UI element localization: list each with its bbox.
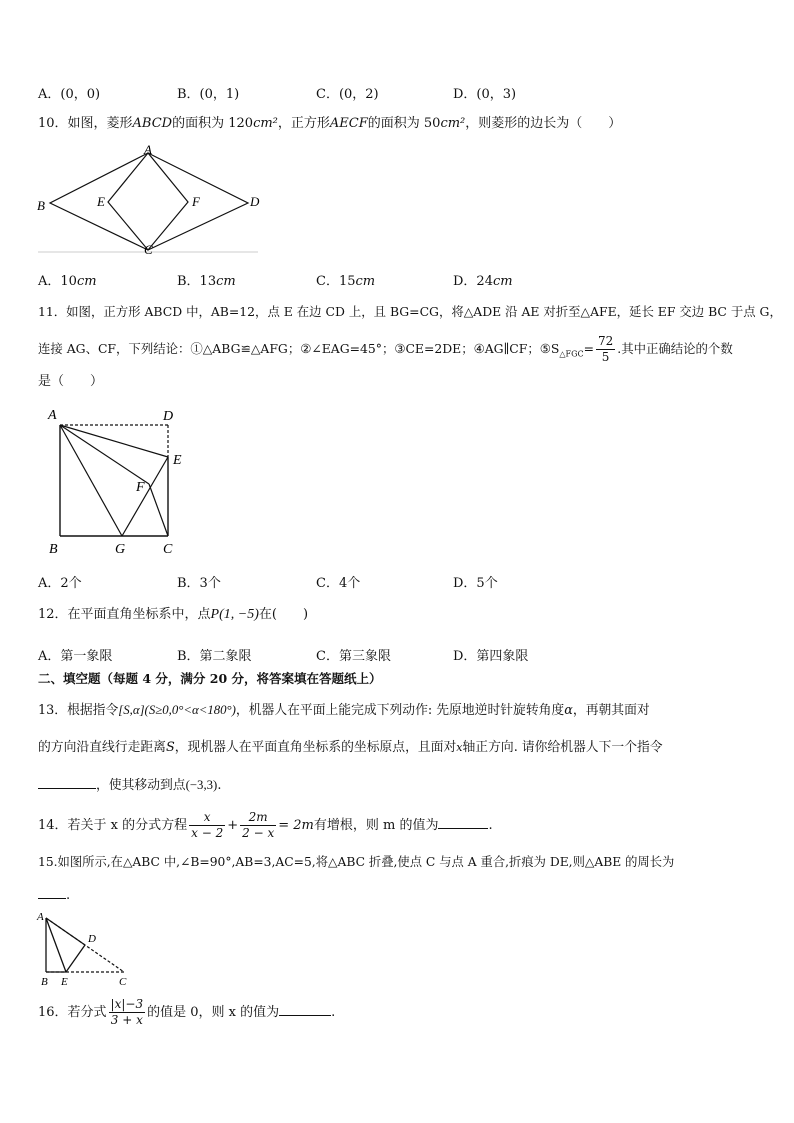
answer-blank[interactable] — [279, 1001, 331, 1016]
q10-option-b[interactable] — [177, 270, 236, 289]
label-f: F — [192, 194, 200, 209]
q12-option-d[interactable]: D．第四象限 — [453, 649, 529, 664]
q9-option-c[interactable]: C．(0，2) — [316, 87, 379, 102]
q16-text: 的值是 0，则 x 的值为 — [147, 1005, 280, 1020]
q14-eq: = 2m — [278, 818, 314, 833]
label-f: F — [136, 480, 145, 495]
q10-stem — [38, 114, 621, 134]
label-e: E — [61, 976, 68, 988]
q10-text: 的面积为 120 — [172, 116, 254, 131]
q10-abcd: ABCD — [132, 116, 173, 131]
fraction-numerator: x — [189, 810, 225, 826]
fraction-denominator: 2 − x — [242, 826, 275, 840]
q14-plus: + — [227, 818, 239, 833]
q15-line1: 15.如图所示,在△ABC 中,∠B=90°,AB=3,AC=5,将△ABC 折叠,使点 C 与点 A 重合,折痕为 DE,则△ABE 的周长为 — [38, 855, 675, 869]
q11-fraction — [596, 334, 615, 365]
option-unit: cm — [76, 274, 97, 289]
q10-rhombus-figure — [34, 144, 264, 256]
q16-text: 16．若分式 — [38, 1005, 107, 1020]
q15-triangle-figure — [36, 908, 136, 990]
q15-text: . — [66, 888, 71, 903]
option-text: C．15 — [316, 274, 356, 289]
q10-text: ，正方形 — [277, 116, 330, 131]
q12-text: 在( ) — [258, 607, 309, 622]
fraction-numerator: 2m — [240, 810, 276, 826]
q14-fraction-1 — [189, 810, 225, 841]
label-a: A — [48, 408, 57, 423]
label-b: B — [49, 542, 58, 557]
q16-fraction — [109, 997, 146, 1028]
q15-line2 — [38, 884, 70, 906]
q11-option-c[interactable]: C．4个 — [316, 576, 361, 591]
q12-option-a[interactable]: A．第一象限 — [38, 649, 113, 664]
q13-command: [S,α](S≥0,0°<α<180°) — [118, 703, 236, 717]
q12-text: 12．在平面直角坐标系中，点 — [38, 607, 211, 622]
answer-blank[interactable] — [438, 814, 488, 829]
q11-option-a[interactable]: A．2个 — [38, 576, 82, 591]
q13-text: 13．根据指令 — [38, 703, 119, 718]
q10-text: ，则菱形的边长为（ ） — [465, 116, 622, 131]
q13-text: 的方向沿直线行走距离 — [38, 740, 166, 755]
q11-line3: 是（ ） — [38, 374, 104, 389]
fraction-denominator: x − 2 — [191, 826, 224, 840]
q11-text: 连接 AG、CF，下列结论：①△ABG≌△AFG；②∠EAG=45°；③CE=2DE；④AG∥CF；⑤S — [38, 341, 560, 356]
q13-text: ，机器人在平面上能完成下列动作: 先原地逆时针旋转角度 — [235, 703, 565, 718]
q13-text: . — [217, 778, 222, 793]
q11-square-figure — [44, 403, 194, 558]
label-b: B — [41, 976, 48, 988]
fraction-denominator: 5 — [601, 350, 610, 364]
section-heading: 二、填空题（每题 4 分，满分 20 分，将答案填在答题纸上） — [38, 671, 382, 686]
q16-text: . — [331, 1005, 336, 1020]
q13-text: ，再朝其面对 — [572, 703, 650, 718]
q14-text: 14．若关于 x 的分式方程 — [38, 818, 188, 833]
q11-option-b[interactable]: B．3个 — [177, 576, 221, 591]
q10-option-c[interactable] — [316, 270, 375, 289]
answer-blank[interactable] — [38, 774, 96, 789]
fraction-denominator: 3 + x — [110, 1013, 143, 1027]
q10-unit: cm² — [440, 116, 466, 131]
q12-option-b[interactable]: B．第二象限 — [177, 649, 252, 664]
option-text: B．13 — [177, 274, 217, 289]
q11-line1: 11．如图，正方形 ABCD 中，AB=12，点 E 在边 CD 上，且 BG=CG，将△ADE 沿 AE 对折至△AFE，延长 EF 交边 BC 于点 G， — [38, 304, 782, 319]
label-c: C — [163, 542, 173, 557]
option-unit: cm — [355, 274, 376, 289]
q14-text: 有增根，则 m 的值为 — [313, 818, 439, 833]
q12-option-c[interactable]: C．第三象限 — [316, 649, 391, 664]
q14-fraction-2 — [240, 810, 276, 841]
q14-text: . — [488, 818, 493, 833]
q9-option-a[interactable]: A．(0，0) — [38, 87, 101, 102]
q13-line3 — [38, 774, 221, 796]
q13-line1 — [38, 700, 650, 721]
q13-x: x — [456, 741, 463, 754]
fraction-numerator: |x|−3 — [110, 997, 144, 1011]
label-e: E — [173, 453, 182, 468]
q13-s: S — [165, 740, 175, 755]
q10-unit: cm² — [253, 116, 278, 131]
q11-subscript: △FGC — [559, 349, 584, 359]
label-g: G — [115, 542, 126, 557]
q11-text: .其中正确结论的个数 — [617, 341, 733, 356]
q11-eq: = — [583, 341, 594, 356]
q13-text: 轴正方向. 请你给机器人下一个指令 — [462, 740, 663, 755]
answer-blank[interactable] — [38, 884, 66, 899]
label-c: C — [144, 242, 153, 256]
q9-option-b[interactable]: B．(0，1) — [177, 87, 240, 102]
q12-point: P(1, −5) — [210, 607, 259, 622]
option-unit: cm — [492, 274, 513, 289]
q12-stem — [38, 605, 308, 625]
q11-line2 — [38, 334, 733, 365]
label-a: A — [144, 144, 152, 157]
q10-aecf: AECF — [329, 116, 368, 131]
label-c: C — [119, 976, 127, 988]
label-d: D — [88, 933, 96, 945]
q10-option-d[interactable] — [453, 270, 513, 289]
q13-text: ，使其移动到点 — [96, 778, 186, 793]
q10-text: 10．如图，菱形 — [38, 116, 133, 131]
rhombus-abcd — [50, 153, 248, 250]
q9-option-d[interactable]: D．(0，3) — [453, 87, 517, 102]
label-a: A — [37, 911, 44, 923]
q14-stem — [38, 810, 493, 841]
label-e: E — [97, 194, 105, 209]
q16-stem — [38, 996, 335, 1030]
option-text: D．24 — [453, 274, 493, 289]
label-d: D — [163, 409, 174, 424]
q13-line2 — [38, 738, 663, 758]
option-unit: cm — [216, 274, 236, 289]
label-d: D — [250, 194, 260, 209]
q11-option-d[interactable]: D．5个 — [453, 576, 498, 591]
q13-alpha: α — [564, 703, 573, 718]
q10-text: 的面积为 50 — [367, 116, 441, 131]
fraction-numerator: 72 — [597, 334, 614, 348]
q13-point: (−3,3) — [185, 778, 218, 792]
q10-option-a[interactable] — [38, 270, 97, 289]
q13-text: ，现机器人在平面直角坐标系的坐标原点，且面对 — [174, 740, 457, 755]
option-text: A．10 — [38, 274, 77, 289]
label-b: B — [37, 198, 45, 213]
